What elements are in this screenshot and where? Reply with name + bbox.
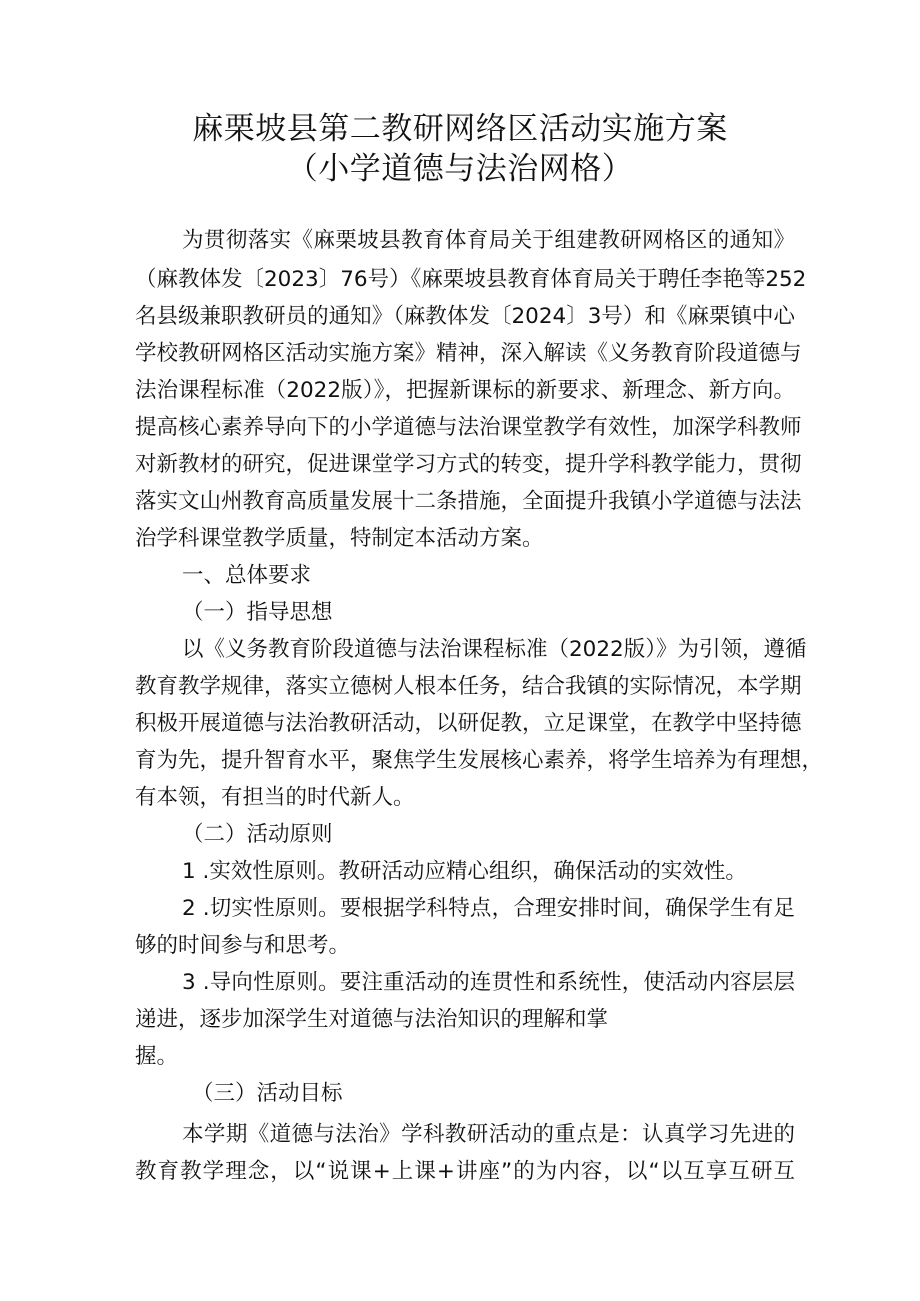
paragraph-line: 名县级兼职教研员的通知》（麻教体发〔2024〕3号）和《麻栗镇中心 [135,304,795,329]
subsection-heading: （一）指导思想 [182,600,333,625]
paragraph-line: 本学期《道德与法治》学科教研活动的重点是：认真学习先进的 [182,1122,795,1147]
paragraph-line: 育为先，提升智育水平，聚焦学生发展核心素养，将学生培养为有理想， [135,748,824,773]
subsection-heading: （二）活动原则 [182,822,333,847]
paragraph-line: 法治课程标准（2022版）》，把握新课标的新要求、新理念、新方向。 [135,378,795,403]
principle-item: 2 .切实性原则。要根据学科特点，合理安排时间，确保学生有足 [182,896,795,921]
paragraph-line: 学校教研网格区活动实施方案》精神，深入解读《义务教育阶段道德与 [135,341,802,366]
paragraph-line: 够的时间参与和思考。 [135,933,351,958]
paragraph-line: 落实文山州教育高质量发展十二条措施，全面提升我镇小学道德与法法 [135,489,802,514]
paragraph-line: 有本领，有担当的时代新人。 [135,785,415,810]
paragraph-line: （麻教体发〔2023〕76号）《麻栗坡县教育体育局关于聘任李艳等252 [135,267,807,292]
paragraph-line: 提高核心素养导向下的小学道德与法治课堂教学有效性，加深学科教师 [135,415,802,440]
principle-item: 1 .实效性原则。教研活动应精心组织，确保活动的实效性。 [182,859,747,884]
paragraph-line: 治学科课堂教学质量，特制定本活动方案。 [135,526,544,551]
paragraph-line: 握。 [135,1044,179,1069]
principle-item: 3 .导向性原则。要注重活动的连贯性和系统性，使活动内容层层 [182,970,795,995]
paragraph-line: 教育教学理念，以“说课+上课+讲座”的为内容，以“以互享互研互 [135,1159,795,1184]
subsection-heading: （三）活动目标 [192,1081,343,1106]
paragraph-line: 教育教学规律，落实立德树人根本任务，结合我镇的实际情况，本学期 [135,674,802,699]
paragraph-line: 积极开展道德与法治教研活动，以研促教，立足课堂，在教学中坚持德 [135,711,802,736]
document-subtitle: （小学道德与法治网格） [286,151,634,187]
section-heading: 一、总体要求 [182,563,312,588]
paragraph-line: 为贯彻落实《麻栗坡县教育体育局关于组建教研网格区的通知》 [182,228,795,253]
paragraph-line: 对新教材的研究，促进课堂学习方式的转变，提升学科教学能力，贯彻 [135,452,802,477]
document-title: 麻栗坡县第二教研网络区活动实施方案 [192,111,728,147]
paragraph-line: 以《义务教育阶段道德与法治课程标准（2022版）》为引领，遵循 [182,637,807,662]
paragraph-line: 递进，逐步加深学生对道德与法治知识的理解和掌 [135,1007,609,1032]
